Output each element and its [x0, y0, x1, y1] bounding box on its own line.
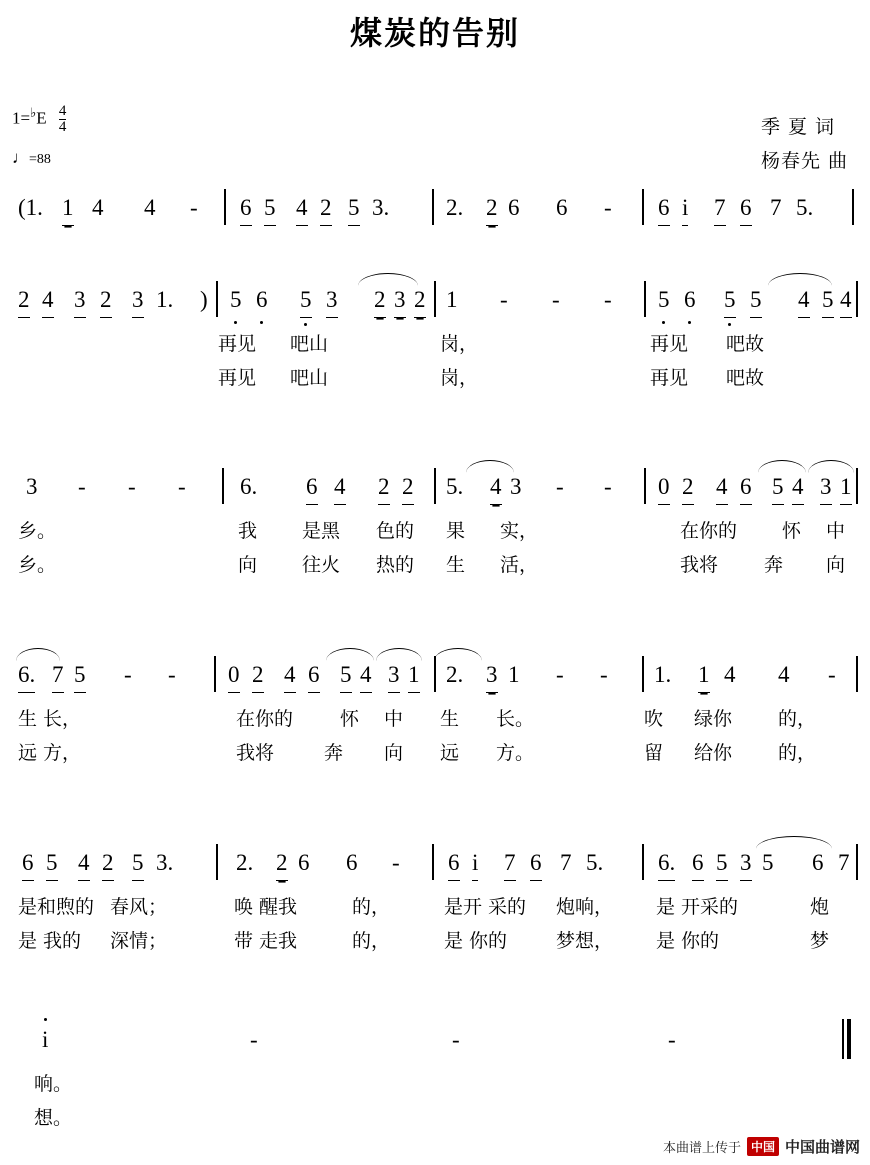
credits [761, 110, 848, 178]
slur-mark [434, 648, 482, 661]
note: 1 [408, 660, 420, 693]
barline [432, 844, 434, 880]
note: 1 [840, 472, 852, 505]
note: 5 [132, 848, 144, 881]
lyric-word: 活， [500, 554, 539, 576]
note: 4 [296, 193, 308, 226]
note: 6 [256, 285, 268, 315]
note: 7 [52, 660, 64, 693]
barline [214, 656, 216, 692]
note: 3 [486, 660, 498, 693]
note: 1 [446, 287, 458, 312]
note: 3 [388, 660, 400, 693]
note: ) [200, 287, 208, 312]
lyric-word: 是 你的 [444, 930, 508, 952]
note: 2. [446, 195, 464, 220]
lyric-row [0, 738, 870, 772]
lyric-word: 吧山 [290, 333, 329, 355]
note: 2 [18, 285, 30, 318]
lyric-word: 向 [384, 742, 404, 764]
note-row [0, 1025, 870, 1069]
site-logo-icon: 中国 [747, 1137, 779, 1156]
lyric-word: 是 你的 [656, 930, 720, 952]
note: - [600, 662, 608, 687]
lyric-word: 在你的 [236, 708, 294, 730]
lyric-row [0, 1103, 870, 1137]
lyric-word: 的， [352, 896, 391, 918]
lyric-word: 再见 [218, 367, 257, 389]
note: - [556, 474, 564, 499]
lyric-word: 炮响， [556, 896, 614, 918]
lyric-word: 岗， [440, 367, 479, 389]
time-signature [59, 104, 67, 135]
note: 4 [144, 195, 156, 220]
slur-mark [16, 648, 60, 661]
note: - [392, 850, 400, 875]
note: 4 [792, 472, 804, 505]
note: 4 [798, 285, 810, 318]
note: 4 [778, 662, 790, 687]
note: 3 [394, 285, 406, 318]
lyric-word: 带 走我 [234, 930, 298, 952]
key-label: 1= [12, 108, 31, 128]
note: 4 [724, 662, 736, 687]
note: 5 [762, 850, 774, 875]
note: 0 [658, 472, 670, 505]
note: 2 [414, 285, 426, 318]
lyric-word: 乡。 [18, 520, 57, 542]
note: 4 [716, 472, 728, 505]
lyric-word: 中 [826, 520, 846, 542]
footer-watermark [663, 1136, 860, 1157]
lyric-word: 吧山 [290, 367, 329, 389]
music-system [0, 193, 870, 237]
footer-text: 本曲谱上传于 [662, 1141, 741, 1156]
note: - [604, 287, 612, 312]
note: 7 [714, 193, 726, 226]
lyric-word: 是 我的 [18, 930, 82, 952]
note: 7 [504, 848, 516, 881]
lyric-word: 响。 [34, 1073, 73, 1095]
barline [642, 189, 644, 225]
lyric-word: 热的 [376, 554, 415, 576]
quarter-note-icon: ♩ [12, 148, 29, 167]
note: - [556, 662, 564, 687]
note: 2 [252, 660, 264, 693]
barline [434, 281, 436, 317]
note: 5 [772, 472, 784, 505]
lyric-word: 梦想， [556, 930, 614, 952]
lyric-row [0, 363, 870, 397]
lyric-word: 怀 [340, 708, 360, 730]
lyric-word: 色的 [376, 520, 415, 542]
note: 5 [300, 285, 312, 318]
note: - [128, 474, 136, 499]
lyric-word: 想。 [34, 1107, 73, 1129]
lyric-word: 远 [440, 742, 460, 764]
page-title: 煤炭的告别 [349, 14, 520, 52]
barline [434, 468, 436, 504]
barline [856, 844, 858, 880]
note: 2 [320, 193, 332, 226]
lyric-word: 怀 [782, 520, 802, 542]
lyric-word: 向 [826, 554, 846, 576]
barline [644, 468, 646, 504]
lyricist: 季 夏 词 [760, 116, 836, 138]
lyric-word: 方。 [496, 742, 535, 764]
lyric-word: 岗， [440, 333, 479, 355]
lyric-word: 再见 [650, 367, 689, 389]
note: i [682, 193, 688, 226]
note: - [190, 195, 198, 220]
lyric-word: 我将 [236, 742, 275, 764]
note: 2 [100, 285, 112, 318]
note: - [668, 1027, 676, 1052]
music-system [0, 285, 870, 397]
lyric-word: 生 [446, 554, 466, 576]
note: 5 [822, 285, 834, 318]
slur-mark [466, 460, 514, 473]
lyric-word: 梦 [810, 930, 830, 952]
lyric-word: 是开 采的 [444, 896, 527, 918]
note: 2 [374, 285, 386, 318]
note: 3 [510, 474, 522, 499]
note: 5 [264, 193, 276, 226]
note: 5 [230, 285, 242, 315]
music-system [0, 472, 870, 584]
note: 2. [236, 850, 254, 875]
lyric-word: 给你 [694, 742, 733, 764]
music-system [0, 848, 870, 960]
note: - [178, 474, 186, 499]
note: - [604, 474, 612, 499]
note: 6 [298, 850, 310, 875]
lyric-word: 长。 [496, 708, 535, 730]
note: - [250, 1027, 258, 1052]
lyric-row [0, 892, 870, 926]
lyric-word: 炮 [810, 896, 830, 918]
note: 3. [156, 850, 174, 875]
note: 2 [102, 848, 114, 881]
note: - [168, 662, 176, 687]
note: 2 [682, 472, 694, 505]
lyric-row [0, 704, 870, 738]
note: 5 [74, 660, 86, 693]
lyric-word: 生 长， [18, 708, 82, 730]
key-signature [12, 104, 66, 135]
note: (1. [18, 195, 43, 220]
lyric-word: 的， [352, 930, 391, 952]
note: 5 [348, 193, 360, 226]
music-system [0, 660, 870, 772]
barline [856, 656, 858, 692]
note: 6 [556, 195, 568, 220]
note: 6 [240, 193, 252, 226]
music-system [0, 1025, 870, 1137]
note: 3 [74, 285, 86, 318]
lyric-word: 再见 [218, 333, 257, 355]
note: 6 [508, 195, 520, 220]
lyric-word: 果 [446, 520, 466, 542]
note: - [604, 195, 612, 220]
slur-mark [376, 648, 422, 661]
note: - [78, 474, 86, 499]
note: 7 [838, 850, 850, 875]
note: 5. [586, 850, 604, 875]
lyric-word: 实， [500, 520, 539, 542]
site-name: 中国曲谱网 [784, 1138, 860, 1156]
lyric-word: 绿你 [694, 708, 733, 730]
note: 6 [692, 848, 704, 881]
lyric-word: 奔 [764, 554, 784, 576]
barline [216, 281, 218, 317]
note: 2 [378, 472, 390, 505]
lyric-word: 唤 醒我 [234, 896, 298, 918]
barline [644, 281, 646, 317]
note: 6 [530, 848, 542, 881]
note: 6 [658, 193, 670, 226]
lyric-word: 奔 [324, 742, 344, 764]
note: 4 [78, 848, 90, 881]
note: 6 [812, 850, 824, 875]
lyric-row [0, 1069, 870, 1103]
slur-mark [768, 273, 832, 286]
lyric-word: 深情； [110, 930, 168, 952]
note: 6 [448, 848, 460, 881]
lyric-word: 往火 [302, 554, 341, 576]
note: 5 [724, 285, 736, 318]
note: i [472, 848, 478, 881]
note: 5 [716, 848, 728, 881]
lyric-word: 是 开采的 [656, 896, 739, 918]
lyric-row [0, 516, 870, 550]
lyric-word: 是黑 [302, 520, 341, 542]
note: 5 [46, 848, 58, 881]
barline [856, 468, 858, 504]
note: 4 [360, 660, 372, 693]
lyric-word: 吹 [644, 708, 664, 730]
lyric-word: 我 [238, 520, 258, 542]
lyric-word: 的， [778, 708, 817, 730]
note: 4 [334, 472, 346, 505]
note: 6. [240, 474, 258, 499]
tempo-marking [12, 148, 51, 168]
note: i [42, 1025, 48, 1055]
note: 4 [840, 285, 852, 318]
slur-mark [358, 273, 418, 286]
barline [856, 281, 858, 317]
note: 6 [740, 193, 752, 226]
note: 7 [560, 850, 572, 875]
note: 4 [42, 285, 54, 318]
key-letter: E [36, 108, 47, 128]
lyric-word: 生 [440, 708, 460, 730]
note: 4 [490, 472, 502, 505]
lyric-word: 是和煦的 [18, 896, 95, 918]
lyric-word: 吧故 [726, 333, 765, 355]
barline [852, 189, 854, 225]
lyric-word: 在你的 [680, 520, 738, 542]
note-row [0, 848, 870, 892]
note: 6 [308, 660, 320, 693]
note: 5. [446, 474, 464, 499]
lyric-word: 向 [238, 554, 258, 576]
note: 6 [684, 285, 696, 315]
barline [434, 656, 436, 692]
note: 3 [326, 285, 338, 318]
note: 5 [750, 285, 762, 318]
lyric-row [0, 926, 870, 960]
lyric-word: 远 方， [18, 742, 82, 764]
meter-numerator: 4 [58, 103, 67, 119]
note: - [500, 287, 508, 312]
note: 1 [698, 660, 710, 693]
lyric-word: 我将 [680, 554, 719, 576]
note: - [552, 287, 560, 312]
note: 3 [820, 472, 832, 505]
note: 1. [156, 287, 174, 312]
lyric-row [0, 329, 870, 363]
barline [216, 844, 218, 880]
note: 2 [402, 472, 414, 505]
lyric-word: 再见 [650, 333, 689, 355]
lyric-word: 吧故 [726, 367, 765, 389]
note: 6 [22, 848, 34, 881]
meter-denominator: 4 [58, 119, 67, 135]
lyric-word: 留 [644, 742, 664, 764]
note: 2 [486, 193, 498, 226]
note: 5 [658, 285, 670, 315]
note: 3 [132, 285, 144, 318]
note-row [0, 285, 870, 329]
note: 3. [372, 195, 390, 220]
note: 6. [658, 848, 675, 881]
lyric-word: 乡。 [18, 554, 57, 576]
note: 6 [740, 472, 752, 505]
slur-mark [326, 648, 374, 661]
note: - [828, 662, 836, 687]
note: 2 [276, 848, 288, 881]
note-row [0, 472, 870, 516]
composer: 杨春先 曲 [760, 150, 848, 172]
tempo-value: =88 [29, 152, 51, 167]
note: 3 [26, 474, 38, 499]
note: 1 [62, 193, 74, 226]
barline [432, 189, 434, 225]
note: 2. [446, 662, 464, 687]
lyric-row [0, 550, 870, 584]
note: 6. [18, 660, 35, 693]
note: 4 [284, 660, 296, 693]
slur-mark [808, 460, 854, 473]
barline [642, 844, 644, 880]
flat-symbol: ♭ [30, 104, 37, 120]
note: 1 [508, 662, 520, 687]
barline [222, 468, 224, 504]
note: - [124, 662, 132, 687]
lyric-word: 中 [384, 708, 404, 730]
note: 5 [340, 660, 352, 693]
lyric-word: 春风； [110, 896, 168, 918]
slur-mark [756, 836, 832, 849]
note: 4 [92, 195, 104, 220]
note-row [0, 193, 870, 237]
note: 5. [796, 195, 814, 220]
note-row [0, 660, 870, 704]
barline [642, 656, 644, 692]
note: - [452, 1027, 460, 1052]
note: 1. [654, 662, 672, 687]
note: 7 [770, 195, 782, 220]
barline [224, 189, 226, 225]
note: 0 [228, 660, 240, 693]
note: 6 [346, 850, 358, 875]
note: 3 [740, 848, 752, 881]
slur-mark [758, 460, 806, 473]
lyric-word: 的， [778, 742, 817, 764]
note: 6 [306, 472, 318, 505]
